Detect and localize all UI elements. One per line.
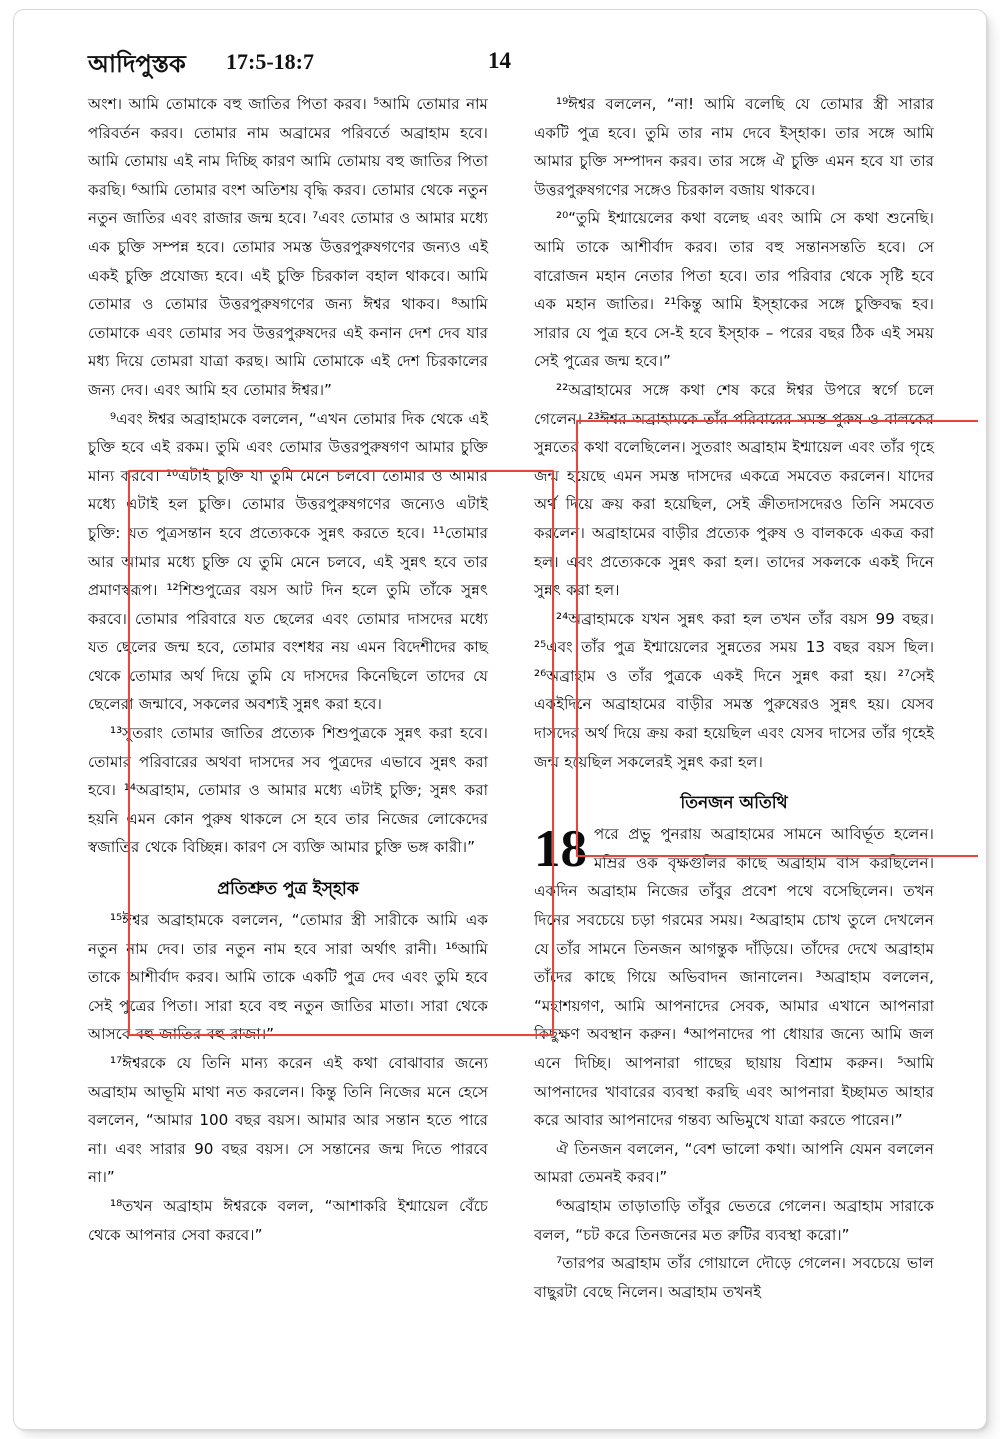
scanned-page — [22, 18, 978, 1421]
paragraph: অংশ। আমি তোমাকে বহু জাতির পিতা করব। ⁵আমি তোমার নাম পরিবর্তন করব। তোমার নাম অব্রামের পরিবর্তে অব্রাহাম হবে। আমি তোমায় এই নাম দিচ্ছি কারণ আমি তোমায় বহু জাতির পিতা করছি। ⁶আমি তোমার বংশ অতিশয় বৃদ্ধি করব। তোমার থেকে নতুন নতুন জাতির এবং রাজার জন্ম হবে। ⁷এবং তোমার ও আমার মধ্যে এক চুক্তি সম্পন্ন হবে। তোমার সমস্ত উত্তরপুরুষগণের জন্যও এই একই চুক্তি প্রযোজ্য হবে। এই চুক্তি চিরকাল বহাল থাকবে। আমি তোমার ও তোমার উত্তরপুরুষগণের জন্য ঈশ্বর থাকব। ⁸আমি তোমাকে এবং তোমার সব উত্তরপুরুষদের এই কনান দেশ দেব যার মধ্য দিয়ে তোমরা যাত্রা করছ। আমি তোমাকে এই দেশ চিরকালের জন্য দেব। এবং আমি হব তোমার ঈশ্বর।” — [88, 95, 488, 399]
paragraph-text: পরে প্রভু পুনরায় অব্রাহামের সামনে আবির্ভূত হলেন। মম্রির ওক বৃক্ষগুলির কাছে অব্রাহাম বাস করছিলেন। একদিন অব্রাহাম নিজের তাঁবুর প্রবেশ পথে বসেছিলেন। তখন দিনের সবচেয়ে চড়া গরমের সময়। ²অব্রাহাম চোখ তুলে দেখলেন যে তাঁর সামনে তিনজন আগন্তুক দাঁড়িয়ে। তাঁদের দেখে অব্রাহাম তাঁদের কাছে গিয়ে অভিবাদন জানালেন। ³অব্রাহাম বললেন, “মহাশয়গণ, আমি আপনাদের সেবক, আমার এখানে আপনারা কিছুক্ষণ অবস্থান করুন। ⁴আপনাদের পা ধোয়ার জন্যে আমি জল এনে দিচ্ছি। আপনারা গাছের ছায়ায় বিশ্রাম করুন। ⁵আমি আপনাদের খাবারের ব্যবস্থা করছি এবং আপনারা ইচ্ছামত আহার করে আবার আপনাদের গন্তব্য অভিমুখে যাত্রা করতে পারেন।” — [534, 825, 934, 1130]
book-title: আদিপুস্তক — [88, 50, 186, 78]
paragraph: ¹⁹ঈশ্বর বললেন, “না! আমি বলেছি যে তোমার স্ত্রী সারার একটি পুত্র হবে। তুমি তার নাম দেবে ইস্হাক। তার সঙ্গে আমি আমার চুক্তি সম্পাদন করব। তার সঙ্গে ঐ চুক্তি এমন হবে যা তার উত্তরপুরুষগণের সঙ্গেও চিরকাল বজায় থাকবে। — [534, 95, 934, 199]
paragraph: ²⁰“তুমি ইশ্মায়েলের কথা বলেছ এবং আমি সে কথা শুনেছি। আমি তাকে আশীর্বাদ করব। তার বহু সন্তানসন্ততি হবে। সে বারোজন মহান নেতার পিতা হবে। তার পরিবার থেকে সৃষ্টি হবে এক মহান জাতির। ²¹কিন্তু আমি ইস্হাকের সঙ্গে চুক্তিবদ্ধ হব। সারার যে পুত্র হবে সে-ই হবে ইস্হাক – পরের বছর ঠিক এই সময় সেই পুত্রের জন্ম হবে।” — [534, 209, 934, 371]
paragraph: ¹⁵ঈশ্বর অব্রাহামকে বললেন, “তোমার স্ত্রী সারীকে আমি এক নতুন নাম দেব। তার নতুন নাম হবে সারা অর্থাৎ রানী। ¹⁶আমি তাকে আশীর্বাদ করব। আমি তাকে একটি পুত্র দেব এবং তুমি হবে সেই পুত্রের পিতা। সারা হবে বহু নতুন জাতির মাতা। সারা থেকে আসবে বহু জাতির বহু রাজা।” — [88, 911, 488, 1044]
paragraph: ²⁴অব্রাহামকে যখন সুন্নৎ করা হল তখন তাঁর বয়স 99 বছর। ²⁵এবং তাঁর পুত্র ইশ্মায়েলের সুন্নতের সময় 13 বছর বয়স ছিল। ²⁶অব্রাহাম ও তাঁর পুত্রকে একই দিনে সুন্নৎ করা হয়। ²⁷সেই একইদিনে অব্রাহামের বাড়ীর সমস্ত পুরুষেরও সুন্নৎ হয়। যেসব দাসদের অর্থ দিয়ে ক্রয় করা হয়েছিল এবং যেসব দাসের তাঁর গৃহেই জন্ম হয়েছিল সকলেরই সুন্নৎ করা হল। — [534, 609, 934, 771]
paragraph-with-dropcap — [534, 820, 934, 1135]
section-heading-three-visitors: তিনজন অতিথি — [680, 793, 788, 814]
paragraph: ⁷তারপর অব্রাহাম তাঁর গোয়ালে দৌড়ে গেলেন। সবচেয়ে ভাল বাছুরটা বেছে নিলেন। অব্রাহাম তখনই — [534, 1254, 934, 1301]
column-left — [88, 90, 488, 1249]
paragraph: ¹³সুতরাং তোমার জাতির প্রত্যেক শিশুপুত্রকে সুন্নৎ করা হবে। তোমার পরিবারের অথবা দাসদের সব পুত্রদের এভাবে সুন্নৎ করা হবে। ¹⁴অব্রাহাম, তোমার ও আমার মধ্যে এটাই চুক্তি; সুন্নৎ করা হয়নি এমন কোন পুরুষ থাকলে সে হবে তার নিজের লোকেদের স্বজাতির থেকে বিচ্ছিন্ন। কারণ সে ব্যক্তি আমার চুক্তি ভঙ্গ কারী।” — [88, 724, 488, 857]
chapter-dropcap-number: 18 — [534, 820, 587, 879]
verse-reference-range: 17:5-18:7 — [226, 49, 314, 74]
page-number: 14 — [488, 48, 511, 73]
text-columns — [88, 90, 950, 1420]
paragraph: ⁶অব্রাহাম তাড়াতাড়ি তাঁবুর ভেতরে গেলেন। অব্রাহাম সারাকে বলল, “চট করে তিনজনের মত রুটির ব্যবস্থা করো।” — [534, 1196, 934, 1244]
paragraph: ¹⁸তখন অব্রাহাম ঈশ্বরকে বলল, “আশাকরি ইশ্মায়েল বেঁচে থেকে আপনার সেবা করবে।” — [88, 1196, 488, 1244]
paragraph: ⁹এবং ঈশ্বর অব্রাহামকে বললেন, “এখন তোমার দিক থেকে এই চুক্তি হবে এই রকম। তুমি এবং তোমার উত্তরপুরুষগণ আমার চুক্তি মান্য করবে। ¹⁰এটাই চুক্তি যা তুমি মেনে চলবে। তোমার ও আমার মধ্যে এটাই হল চুক্তি। তোমার উত্তরপুরুষগণের জন্যেও এটাই চুক্তি: যত পুত্রসন্তান হবে প্রত্যেককে সুন্নৎ করতে হবে। ¹¹তোমার আর আমার মধ্যে চুক্তি যে তুমি মেনে চলবে, এই সুন্নৎ হবে তার প্রমাণস্বরূপ। ¹²শিশুপুত্রের বয়স আট দিন হলে তুমি তাঁকে সুন্নৎ করবে। তোমার পরিবারে যত ছেলের এবং তোমার দাসদের মধ্যে যত ছেলের জন্ম হবে, তোমার বংশধর নয় এমন বিদেশীদের কাছ থেকে তোমার অর্থ দিয়ে তুমি যে দাসদের কিনেছিলে তাদের যে ছেলেরা জন্মাবে, সকলের অবশ্যই সুন্নৎ করা হবে। — [88, 409, 488, 714]
running-head — [88, 46, 948, 82]
section-heading-promised-son: প্রতিশ্রুত পুত্র ইস্হাক — [217, 879, 359, 900]
paragraph: ²²অব্রাহামের সঙ্গে কথা শেষ করে ঈশ্বর উপরে স্বর্গে চলে গেলেন। ²³ঈশ্বর অব্রাহামকে তাঁর পরিবারের সমস্ত পুরুষ ও বালকের সুন্নতের কথা বলেছিলেন। সুতরাং অব্রাহাম ইশ্মায়েল এবং তাঁর গৃহে জন্ম হয়েছে এমন সমস্ত দাসদের একত্রে সমবেত করলেন। যাদের অর্থ দিয়ে ক্রয় করা হয়েছিল, সেই ক্রীতদাসদেরও তিনি সমবেত করলেন। অব্রাহামের বাড়ীর প্রত্যেক পুরুষ ও বালককে একত্র করা হল। এবং প্রত্যেককে সুন্নৎ করা হল। তাদের সকলকে একই দিনে সুন্নৎ করা হল। — [534, 380, 934, 600]
paragraph: ¹⁷ঈশ্বরকে যে তিনি মান্য করেন এই কথা বোঝাবার জন্যে অব্রাহাম আভূমি মাথা নত করলেন। কিন্তু তিনি নিজের মনে হেসে বললেন, “আমার 100 বছর বয়স। আমার আর সন্তান হতে পারে না। এবং সারার 90 বছর বয়স। সে সন্তানের জন্ম দিতে পারবে না।” — [88, 1054, 488, 1187]
paragraph: ঐ তিনজন বললেন, “বেশ ভালো কথা। আপনি যেমন বললেন আমরা তেমনই করব।” — [534, 1139, 934, 1187]
column-right — [534, 90, 934, 1306]
